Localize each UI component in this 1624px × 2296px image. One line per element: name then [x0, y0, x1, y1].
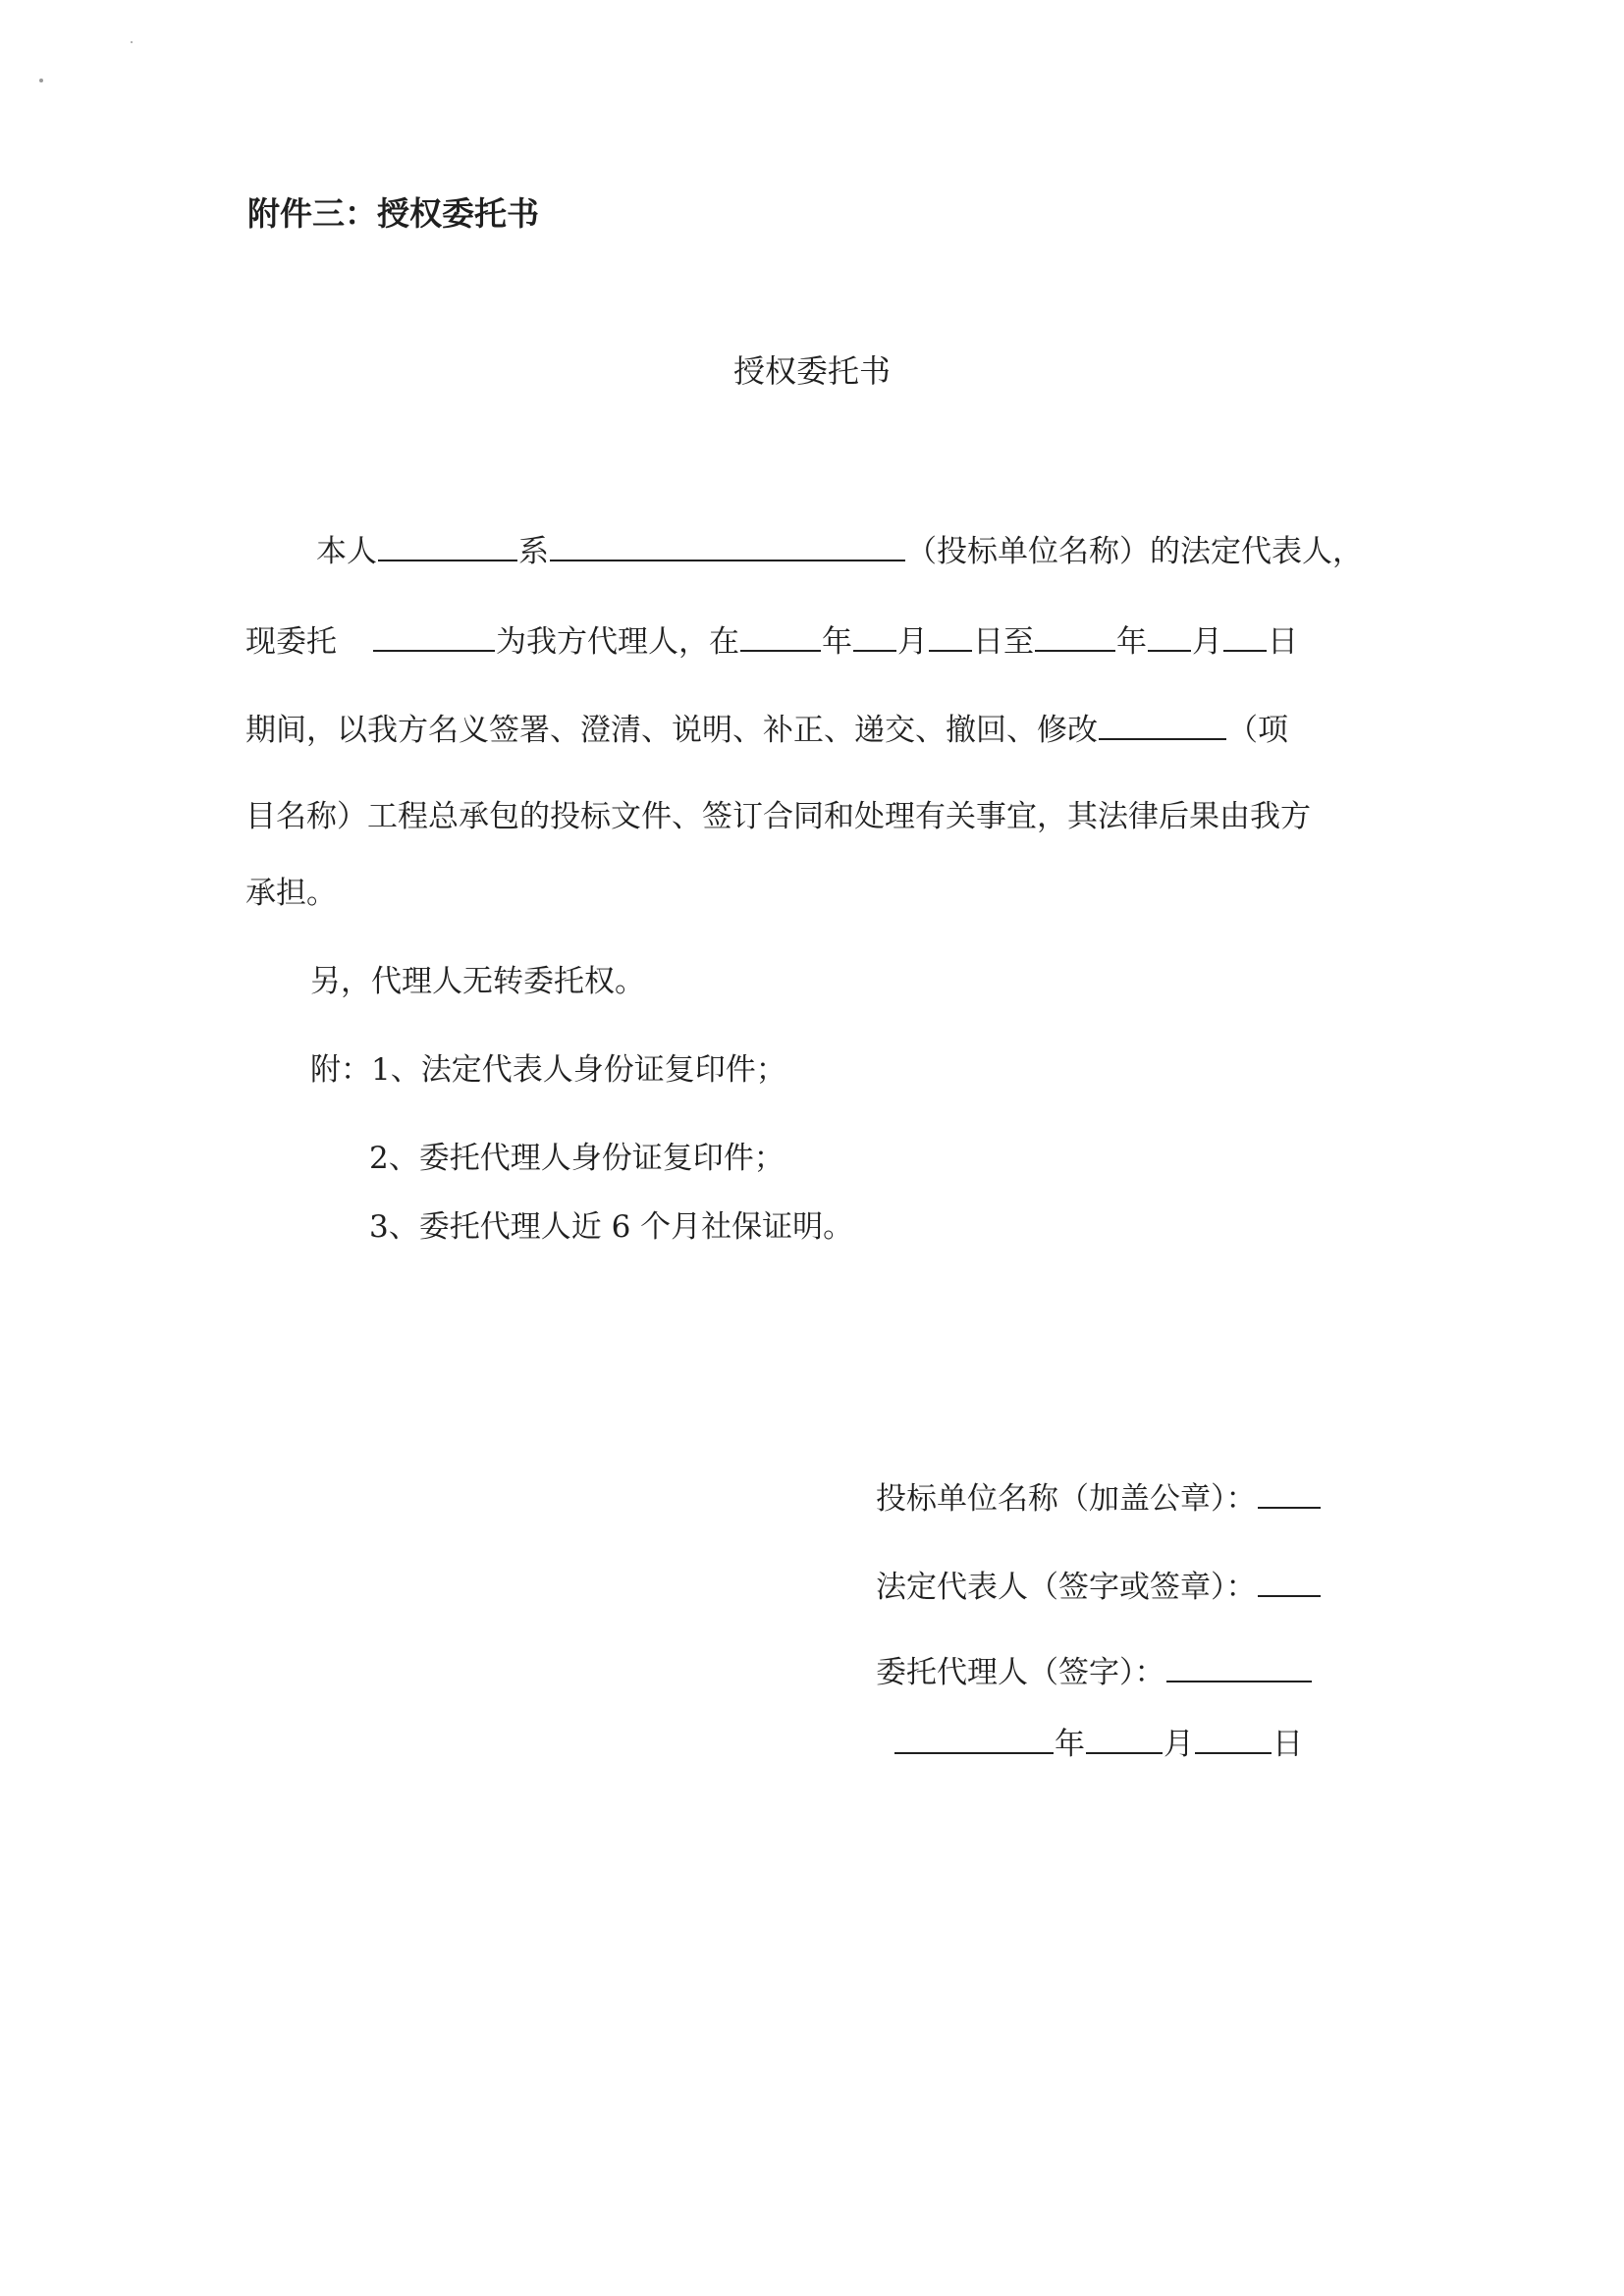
note-text: 另，代理人无转委托权。: [310, 964, 645, 999]
company-seal-row: [876, 1477, 1322, 1517]
legal-rep-sign-label: 法定代表人（签字或签章）：: [876, 1570, 1257, 1605]
end-year-blank[interactable]: [1035, 620, 1115, 652]
scan-speck: [131, 41, 133, 43]
sign-year-blank[interactable]: [894, 1723, 1054, 1754]
text-project-scope: 目名称）工程总承包的投标文件、签订合同和处理有关事宜，其法律后果由我方: [245, 799, 1311, 834]
attachment-item-1: [310, 1050, 786, 1090]
scan-speck: [39, 79, 43, 82]
attachment-heading: 附件三：授权委托书: [247, 194, 539, 233]
legal-rep-sign-row: [876, 1566, 1322, 1605]
start-month-blank[interactable]: [853, 620, 896, 652]
start-year-blank[interactable]: [740, 620, 821, 652]
body-line-2: [245, 620, 1298, 660]
text-month-2: 月: [1192, 624, 1222, 660]
start-day-blank[interactable]: [929, 620, 972, 652]
text-month-1: 月: [897, 624, 928, 660]
no-subdelegation-note: [310, 962, 645, 1001]
sign-day-blank[interactable]: [1195, 1723, 1272, 1754]
sign-month-label: 月: [1164, 1727, 1194, 1762]
legal-rep-sign-blank[interactable]: [1258, 1566, 1321, 1597]
company-seal-blank[interactable]: [1258, 1477, 1321, 1509]
bidder-name-blank[interactable]: [550, 530, 905, 561]
body-line-1: [316, 530, 1363, 569]
attachment-text-3: 3、委托代理人近 6 个月社保证明。: [369, 1209, 854, 1245]
text-year-1: 年: [822, 624, 852, 660]
text-xian-wei-tuo: 现委托: [245, 624, 337, 660]
attachment-item-3: [369, 1207, 853, 1247]
attachment-text-2: 2、委托代理人身份证复印件；: [369, 1141, 785, 1176]
end-day-blank[interactable]: [1223, 620, 1267, 652]
text-ben-ren: 本人: [316, 534, 377, 569]
sign-year-label: 年: [1055, 1727, 1085, 1762]
body-line-5: [245, 874, 337, 913]
text-year-2: 年: [1116, 624, 1147, 660]
project-name-blank[interactable]: [1099, 709, 1226, 740]
sign-day-label: 日: [1272, 1727, 1303, 1762]
text-liability: 承担。: [245, 876, 337, 911]
agent-sign-label: 委托代理人（签字）：: [876, 1655, 1165, 1690]
attachment-item-2: [369, 1139, 785, 1178]
body-line-3: [245, 709, 1288, 748]
attachment-text-1: 1、法定代表人身份证复印件；: [371, 1052, 786, 1088]
agent-sign-row: [876, 1651, 1313, 1690]
agent-sign-blank[interactable]: [1166, 1651, 1312, 1682]
sign-month-blank[interactable]: [1086, 1723, 1163, 1754]
body-line-4: [245, 797, 1311, 836]
text-xi: 系: [518, 534, 549, 569]
end-month-blank[interactable]: [1148, 620, 1191, 652]
text-day-2: 日: [1268, 624, 1298, 660]
text-scope: 期间，以我方名义签署、澄清、说明、补正、递交、撤回、修改: [245, 713, 1098, 748]
text-bidder-legal-rep: （投标单位名称）的法定代表人，: [906, 534, 1363, 569]
agent-name-blank[interactable]: [373, 620, 495, 652]
principal-name-blank[interactable]: [378, 530, 517, 561]
text-agent-role: 为我方代理人，在: [496, 624, 739, 660]
document-title: 授权委托书: [732, 352, 891, 390]
text-project-open: （项: [1227, 713, 1288, 748]
signing-date-row: [893, 1723, 1303, 1762]
attachments-label: 附：: [310, 1052, 371, 1088]
text-day-1: 日至: [973, 624, 1034, 660]
company-seal-label: 投标单位名称（加盖公章）：: [876, 1481, 1257, 1517]
